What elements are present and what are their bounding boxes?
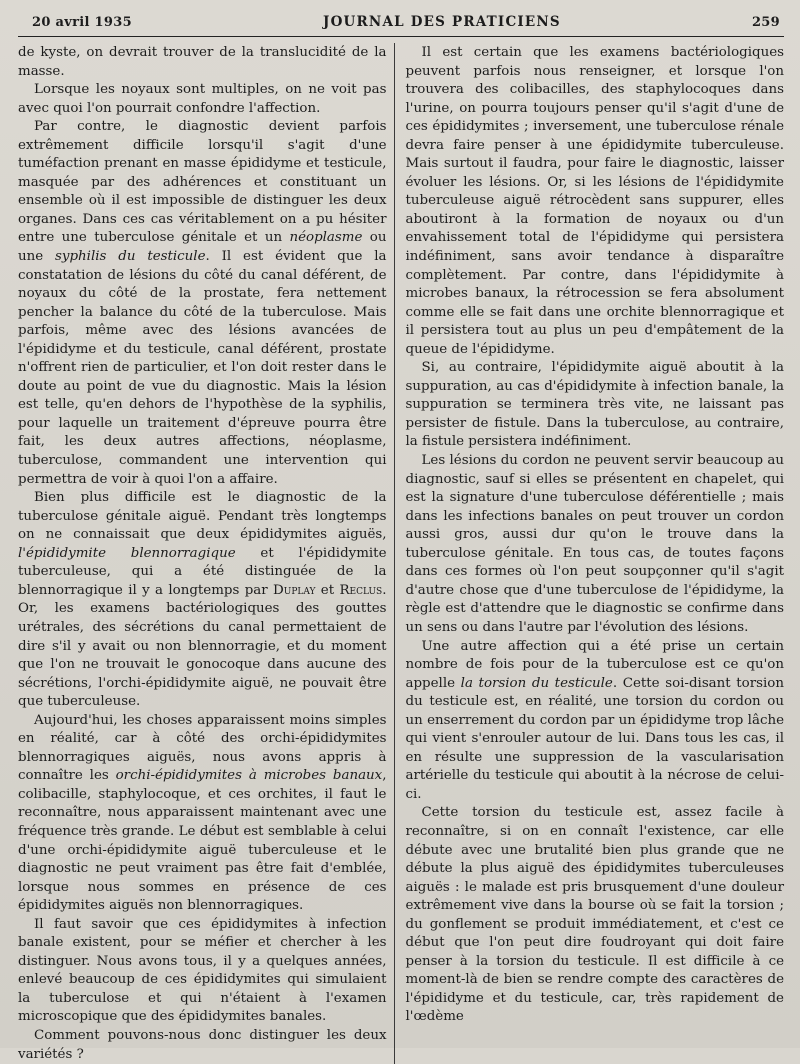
text-run: Lorsque les noyaux sont multiples, on ne voit pas avec quoi l'on pourrait confondre l'affection. — [18, 82, 387, 116]
text-run: ou une — [18, 230, 387, 265]
text-run: de kyste, on devrait trouver de la translucidité de la masse. — [18, 45, 387, 79]
left-column — [18, 44, 394, 1064]
text-run: Il faut savoir que ces épididymites à infection banale existent, pour se méfier et chercher à les distinguer. Nous avons tous, il y a quelques années, enlevé beaucoup de ces épididymites qui simulaient la tuberculose et qui n'étaient à l'examen microscopique que des épididymites banales. — [18, 916, 387, 1025]
text-run: . Or, les examens bactériologiques des gouttes urétrales, des sécrétions du canal permettaient de dire s'il y avait ou non blennorragie, et du moment que l'on ne trouvait le gonocoque dans aucune des sécrétions, l'orchi-épididymite aiguë, ne pouvait être que tuberculeuse. — [18, 582, 387, 710]
paragraph — [18, 1027, 387, 1064]
paragraph — [18, 118, 387, 489]
paragraph — [18, 916, 387, 1027]
text-run: Bien plus difficile est le diagnostic de la tuberculose génitale aiguë. Pendant très longtemps on ne connaissait que deux épididymites aiguës, — [18, 490, 387, 543]
paragraph — [406, 44, 785, 359]
author-name: Duplay — [273, 582, 316, 598]
italic-term: la torsion du testicule — [460, 675, 613, 691]
text-run: et l'épididymite tuberculeuse, qui a été distinguée de la blennorragique il y a longtemps par — [18, 545, 387, 598]
author-name: Reclus — [339, 582, 383, 598]
text-run: Cette torsion du testicule est, assez facile à reconnaître, si on en connaît l'existence, car elle débute avec une brutalité bien plus grande que ne débute la plus aiguë des épididymites tuberculeuses aiguës : le malade est pris brusquement d'une douleur extrêmement vive dans la bourse où se fait la torsion ; du gonflement se produit immédiatement, et c'est ce début que l'on peut dire foudroyant qui doit faire penser à la torsion du testicule. Il est difficile à ce moment-là de bien se rendre compte des caractères de l'épididyme et du testicule, car, très rapidement de l'œdème — [405, 805, 784, 1025]
paragraph — [18, 81, 387, 118]
italic-term: syphilis du testicule — [55, 249, 206, 265]
paragraph — [18, 489, 387, 712]
text-run: Par contre, le diagnostic devient parfois extrêmement difficile lorsqu'il s'agit d'une tuméfaction prenant en masse épididyme et testicule, masquée par des adhérences et constituant un ensemble où il est impossible de distinguer les deux organes. Dans ces cas véritablement on a pu hésiter entre une tuberculose génitale et un — [18, 119, 387, 246]
paragraph — [406, 452, 785, 637]
right-column — [395, 44, 785, 1064]
text-columns — [18, 44, 784, 1064]
text-run: Les lésions du cordon ne peuvent servir beaucoup au diagnostic, sauf si elles se présentent en chapelet, qui est la signature d'une tuberculose déférentielle ; mais dans les infections banales on peut trouver un cordon aussi gros, aussi dur qu'on le trouve dans la tuberculose génitale. En tous cas, de toutes façons dans ces formes où l'on peut soupçonner qu'il s'agit d'autre chose que d'une tuberculose de l'épididyme, la règle est d'attendre que le diagnostic se confirme dans un sens ou dans l'autre par l'évolution des lésions. — [405, 453, 784, 635]
running-header — [18, 14, 784, 37]
text-run: et — [315, 582, 340, 598]
text-run: Si, au contraire, l'épididymite aiguë aboutit à la suppuration, au cas d'épididymite à infection banale, la suppuration se terminera très vite, ne laissant pas persister de fistule. Dans la tuberculose, au contraire, la fistule persistera indéfiniment. — [405, 360, 784, 450]
paragraph — [18, 712, 387, 916]
text-run: . Il est évident que la constatation de lésions du côté du canal déférent, de noyaux du côté de la prostate, fera nettement pencher la balance du côté de la tuberculose. Mais parfois, même avec des lésions avancées de l'épididyme et du testicule, canal déférent, prostate n'offrent rien de particulier, et l'on doit rester dans le doute au point de vue du diagnostic. Mais la lésion est telle, qu'en dehors de l'hypothèse de la syphilis, pour laquelle un traitement d'épreuve pourra être fait, les deux autres affections, néoplasme, tuberculose, commandent une intervention qui permettra de voir à quoi l'on a affaire. — [18, 249, 387, 487]
page-number: 259 — [751, 15, 780, 30]
text-run: . Cette soi-disant torsion du testicule est, en réalité, une torsion du cordon ou un enserrement du cordon par un épididyme trop lâche qui vient s'enrouler autour de lui. Dans tous les cas, il en résulte une suppression de la vascularisation artérielle du testicule qui aboutit à la nécrose de celui-ci. — [405, 675, 784, 802]
text-run: Une autre affection qui a été prise un certain nombre de fois pour de la tuberculose est ce qu'on appelle — [405, 638, 784, 691]
text-run: , colibacille, staphylocoque, et ces orchites, il faut le reconnaître, nous apparaissent maintenant avec une fréquence très grande. Le début est semblable à celui d'une orchi-épididymite aiguë tuberculeuse et le diagnostic ne peut vraiment pas être fait d'emblée, lorsque nous sommes en présence de ces épididymites aiguës non blennorragiques. — [18, 768, 387, 914]
paragraph — [406, 804, 785, 1027]
text-run: Comment pouvons-nous donc distinguer les deux variétés ? — [18, 1027, 387, 1062]
issue-date: 20 avril 1935 — [32, 15, 132, 30]
italic-term: néoplasme — [289, 230, 363, 246]
text-run: Aujourd'hui, les choses apparaissent moins simples en réalité, car à côté des orchi-épididymites blennorragiques aiguës, nous avons appris à connaître les — [18, 712, 387, 784]
paragraph — [406, 638, 785, 805]
journal-title: JOURNAL DES PRATICIENS — [322, 14, 561, 30]
paragraph — [18, 44, 387, 81]
text-run: Il est certain que les examens bactériologiques peuvent parfois nous renseigner, et lorsque l'on trouvera des colibacilles, des staphylocoques dans l'urine, on pourra toujours penser qu'il s'agit d'une de ces épididymites ; inversement, une tuberculose rénale devra faire penser à une épididymite tuberculeuse. Mais surtout il faudra, pour faire le diagnostic, laisser évoluer les lésions. Or, si les lésions de l'épididymite tuberculeuse aiguë rétrocèdent sans suppurer, elles aboutiront à la formation de noyaux ou d'un envahissement total de l'épididyme qui persistera indéfiniment, sans avoir tendance à disparaître complètement. Par contre, dans l'épididymite à microbes banaux, la rétrocession se fera absolument comme elle se fait dans une orchite blennorragique et il persistera tout au plus un peu d'empâtement de la queue de l'épididyme. — [405, 45, 784, 357]
paragraph — [406, 359, 785, 452]
italic-term: l'épididymite blennorragique — [18, 545, 236, 561]
italic-term: orchi-épididymites à microbes banaux — [115, 768, 383, 784]
